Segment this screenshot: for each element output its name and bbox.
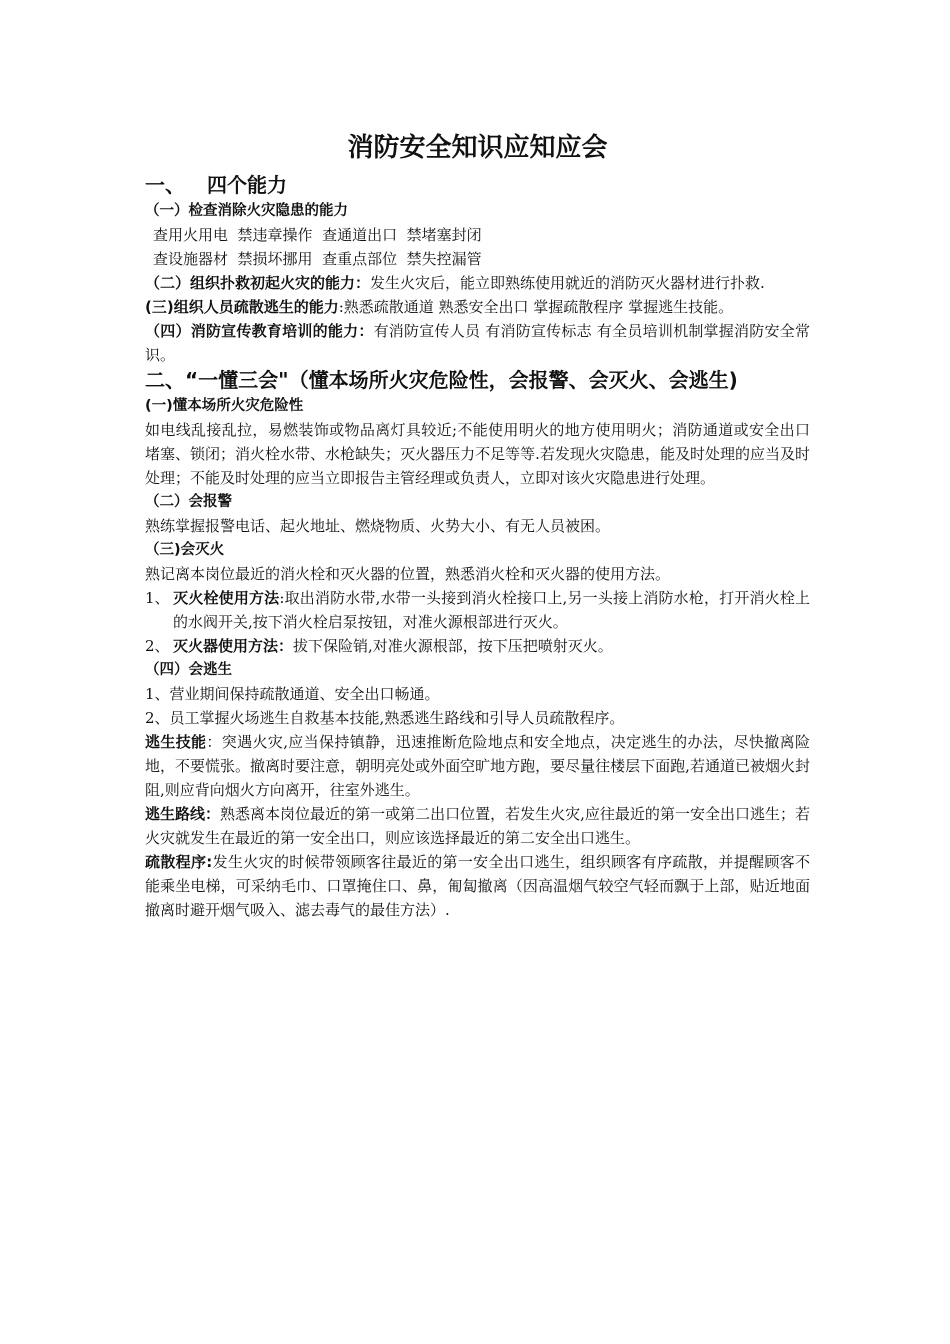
escape-point-2: 2、员工掌握火场逃生自救基本技能,熟悉逃生路线和引导人员疏散程序。 (145, 709, 625, 727)
ability-2-paragraph (145, 271, 810, 295)
escape-point-1: 1、营业期间保持疏散通道、安全出口畅通。 (145, 685, 440, 703)
escape-route-paragraph (145, 802, 810, 850)
hydrant-usage-item (145, 586, 810, 634)
escape-skills-text: ：突遇火灾,应当保持镇静，迅速推断危险地点和安全地点，决定逃生的办法，尽快撤离险地，不要慌张。撤离时要注意，朝明亮处或外面空旷地方跑，要尽量往楼层下面跑,若通道已被烟火封阻,则应背向烟火方向离开，往室外逃生。 (145, 733, 810, 799)
checklist-line-2: 查设施器材 禁损坏挪用 查重点部位 禁失控漏管 (153, 250, 482, 268)
hydrant-usage-label: 灭火栓使用方法 (173, 589, 280, 607)
extinguisher-usage-text: 拔下保险销,对准火源根部，按下压把喷射灭火。 (293, 637, 613, 655)
section-1-title: 四个能力 (207, 173, 287, 197)
evacuation-procedure-paragraph (145, 850, 810, 922)
section-2-sub-3: （三)会灭火 (145, 542, 225, 558)
escape-route-label: 逃生路线： (145, 805, 221, 823)
hazard-paragraph: 如电线乱接乱拉，易燃装饰或物品离灯具较近;不能使用明火的地方使用明火；消防通道或安全出口堵塞、锁闭；消火栓水带、水枪缺失；灭火器压力不足等等.若发现火灾隐患，能及时处理的应当及时处理；不能及时处理的应当立即报告主管经理或负责人，立即对该火灾隐患进行处理。 (145, 421, 810, 487)
ability-4-paragraph (145, 319, 810, 367)
escape-skills-label: 逃生技能 (145, 733, 207, 751)
ability-3-label: (三)组织人员疏散逃生的能力 (145, 298, 339, 316)
evacuation-procedure-label: 疏散程序: (145, 853, 213, 871)
section-1-heading (145, 172, 810, 199)
escape-skills-paragraph (145, 730, 810, 802)
hydrant-usage-number: 1、 (145, 589, 170, 607)
alarm-paragraph: 熟练掌握报警电话、起火地址、燃烧物质、火势大小、有无人员被困。 (145, 517, 611, 535)
section-2-sub-4: （四）会逃生 (145, 662, 232, 678)
ability-2-text: 发生火灾后，能立即熟练使用就近的消防灭火器材进行扑救. (370, 274, 765, 292)
document-title: 消防安全知识应知应会 (347, 133, 608, 163)
ability-2-label: （二）组织扑救初起火灾的能力： (145, 274, 371, 292)
extinguish-paragraph: 熟记离本岗位最近的消火栓和灭火器的位置，熟悉消火栓和灭火器的使用方法。 (145, 565, 671, 583)
ability-3-text: :熟悉疏散通道 熟悉安全出口 掌握疏散程序 掌握逃生技能。 (338, 298, 734, 316)
ability-3-paragraph (145, 295, 810, 319)
section-1-sub-1: （一）检查消除火灾隐患的能力 (145, 203, 348, 219)
section-2-sub-1: (一)懂本场所火灾危险性 (145, 398, 304, 414)
ability-4-label: （四）消防宣传教育培训的能力： (145, 322, 374, 340)
document-page (145, 128, 810, 922)
section-2-heading: 二、“一懂三会"（懂本场所火灾危险性，会报警、会灭火、会逃生) (145, 368, 738, 392)
section-1-number: 一、 (145, 173, 185, 197)
extinguisher-usage-number: 2、 (145, 637, 170, 655)
ability-4-text: 有消防宣传人员 有消防宣传标志 有全员培训机制掌握消防安全常识。 (145, 322, 810, 364)
hydrant-usage-text: :取出消防水带,水带一头接到消火栓接口上,另一头接上消防水枪，打开消火栓上的水阀开关,按下消火栓启泵按钮，对准火源根部进行灭火。 (173, 589, 810, 631)
section-2-sub-2: （二）会报警 (145, 494, 232, 510)
escape-route-text: 熟悉离本岗位最近的第一或第二出口位置，若发生火灾,应往最近的第一安全出口逃生；若火灾就发生在最近的第一安全出口，则应该选择最近的第二安全出口逃生。 (145, 805, 810, 847)
extinguisher-usage-label: 灭火器使用方法： (173, 637, 294, 655)
checklist-line-1: 查用火用电 禁违章操作 查通道出口 禁堵塞封闭 (153, 226, 482, 244)
extinguisher-usage-item (145, 634, 810, 658)
evacuation-procedure-text: 发生火灾的时候带领顾客往最近的第一安全出口逃生，组织顾客有序疏散，并提醒顾客不能乘坐电梯，可采纳毛巾、口罩掩住口、鼻，匍匐撤离（因高温烟气较空气轻而飘于上部，贴近地面撤离时避开烟气吸入、滤去毒气的最佳方法）. (145, 853, 811, 919)
